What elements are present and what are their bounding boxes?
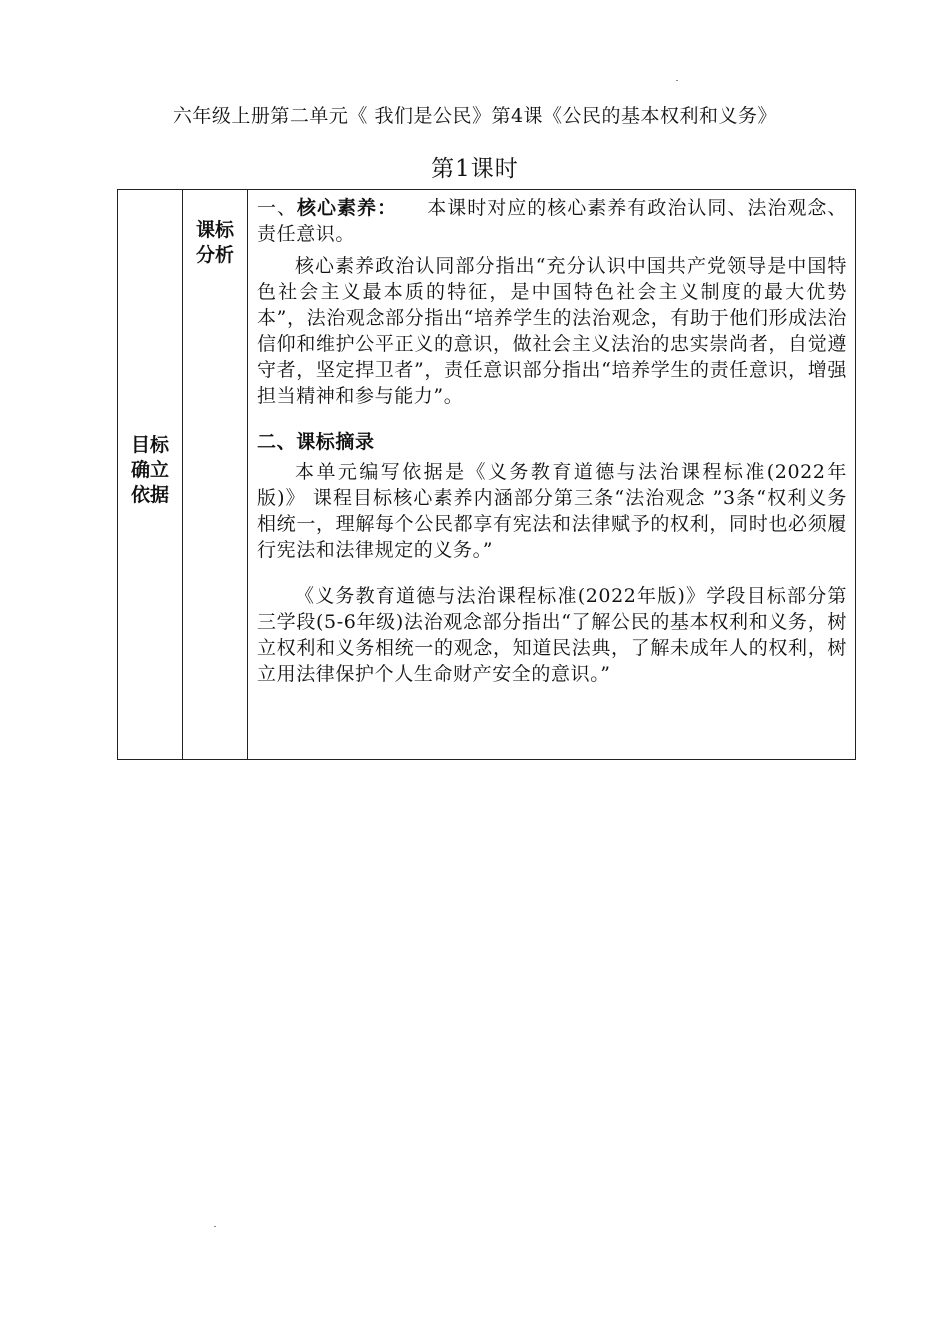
spacer — [257, 409, 847, 429]
section2-paragraph-2: 《义务教育道德与法治课程标准(2022年版)》学段目标部分第三学段(5-6年级)法治观念部分指出“了解公民的基本权利和义务，树立权利和义务相统一的观念，知道民法典，了解未成年人的权利，树立用法律保护个人生命财产安全的意识。” — [257, 585, 847, 685]
content-cell — [248, 190, 856, 760]
section1-heading: 核心素养： — [297, 197, 398, 219]
section2-heading: 二、课标摘录 — [257, 431, 375, 453]
section1-prefix: 一、 — [257, 197, 298, 219]
spacer — [257, 563, 847, 583]
section2-paragraph-1: 本单元编写依据是《义务教育道德与法治课程标准(2022年版)》 课程目标核心素养内涵部分第三条“法治观念 ”3条“权利义务相统一，理解每个公民都享有宪法和法律赋予的权利，同时也必须履行宪法和法律规定的义务。” — [257, 461, 847, 561]
decorative-dot — [676, 80, 678, 81]
analysis-table — [117, 189, 856, 760]
lesson-period: 第1课时 — [431, 156, 519, 182]
document-title: 六年级上册第二单元《 我们是公民》第4课《公民的基本权利和义务》 — [172, 105, 778, 127]
inner-label-cell — [183, 190, 248, 760]
section1-intro: 本课时对应的核心素养有政治认同、法治观念、责任意识。 — [257, 197, 847, 245]
section1-intro-line — [257, 195, 847, 247]
decorative-dot — [214, 1226, 216, 1227]
content-body — [248, 190, 855, 687]
section1-paragraph: 核心素养政治认同部分指出“充分认识中国共产党领导是中国特色社会主义最本质的特征，是中国特色社会主义制度的最大优势本”，法治观念部分指出“培养学生的法治观念，有助于他们形成法治信仰和维护公平正义的意识，做社会主义法治的忠实崇尚者，自觉遵守者，坚定捍卫者”，责任意识部分指出“培养学生的责任意识，增强担当精神和参与能力”。 — [257, 255, 847, 407]
outer-label: 目标确立依据 — [130, 434, 169, 506]
inner-label: 课标分析 — [195, 219, 234, 266]
outer-label-cell — [118, 190, 183, 760]
table-row — [118, 190, 856, 760]
